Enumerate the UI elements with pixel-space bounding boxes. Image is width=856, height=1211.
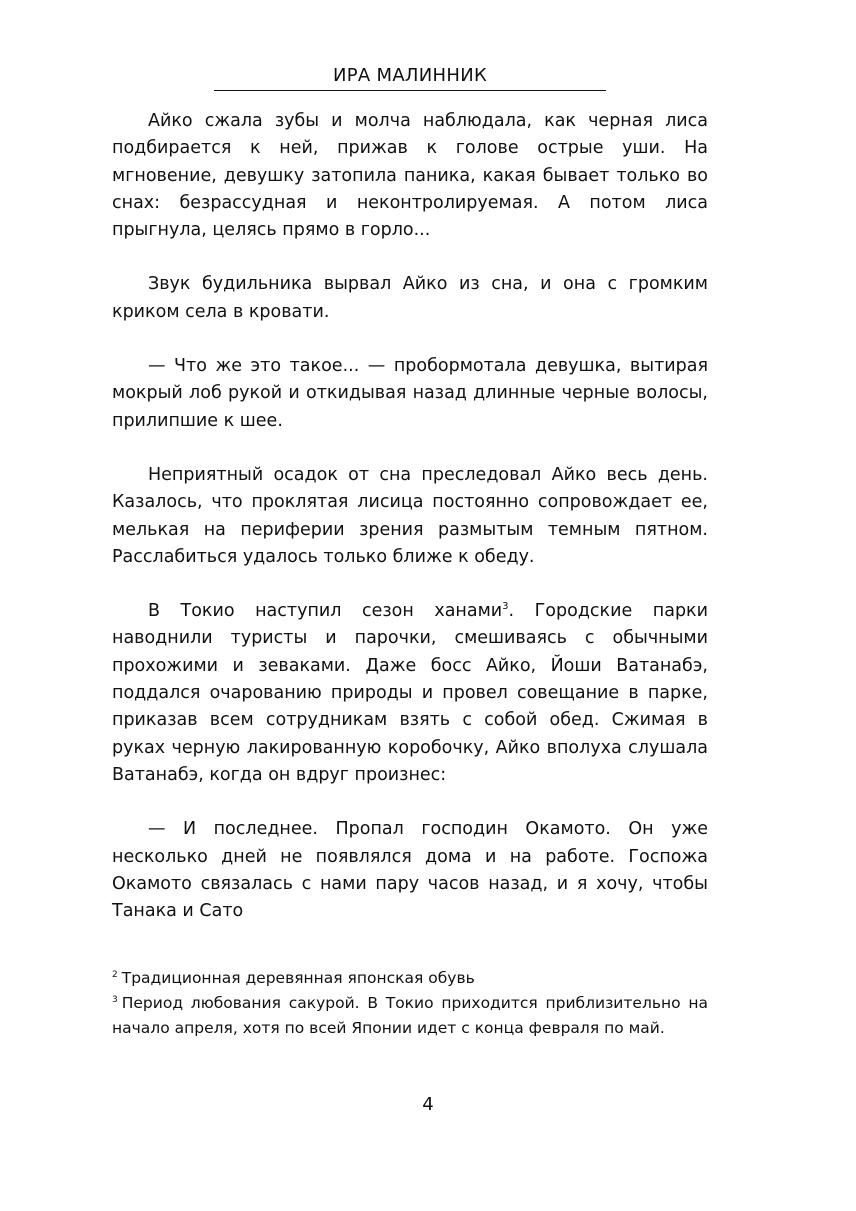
paragraph-5-text-end: . Городские парки наводнили туристы и парочки, смешиваясь с обычными прохожими и зеваками. Даже босс Айко, Йоши Ватанабэ, поддался очарованию природы и провел совещание в парке, приказав всем сотрудникам взять с собой обед. Сжимая в руках черную лакированную коробочку, Айко вполуха слушала Ватанабэ, когда он вдруг произнес: (112, 601, 709, 785)
header-rule (214, 90, 606, 91)
paragraph-5 (112, 598, 708, 789)
paragraph-2: Звук будильника вырвал Айко из сна, и она с громким криком села в кровати. (112, 274, 708, 322)
running-header (214, 64, 606, 91)
page-number: 4 (422, 1094, 434, 1115)
main-text (112, 108, 708, 952)
footnote-reference: 3 (502, 601, 509, 613)
author-name: ИРА МАЛИННИК (332, 65, 488, 86)
paragraph-3: — Что же это такое... — пробормотала девушка, вытирая мокрый лоб рукой и откидывая назад длинные черные волосы, прилипшие к шее. (112, 356, 708, 431)
paragraph-5-text-start: В Токио наступил сезон ханами (148, 601, 503, 622)
footnote-2-text: Традиционная деревянная японская обувь (121, 969, 475, 987)
footnotes (112, 966, 708, 1041)
footnote-2 (112, 966, 708, 991)
paragraph-4: Неприятный осадок от сна преследовал Айко весь день. Казалось, что проклятая лисица постоянно сопровождает ее, мелькая на периферии зрения размытым темным пятном. Расслабиться удалось только ближе к обеду. (112, 464, 708, 567)
paragraph-1: Айко сжала зубы и молча наблюдала, как черная лиса подбирается к ней, прижав к голове острые уши. На мгновение, девушку затопила паника, какая бывает только во снах: безрассудная и неконтролируемая. А потом лиса прыгнула, целясь прямо в горло... (112, 111, 708, 241)
footnote-3-number: 3 (112, 994, 118, 1005)
footnote-2-number: 2 (112, 969, 118, 980)
paragraph-6: — И последнее. Пропал господин Окамото. Он уже несколько дней не появлялся дома и на работе. Госпожа Окамото связалась с нами пару часов назад, и я хочу, чтобы Танака и Сато (112, 819, 708, 922)
footnote-3-text: Период любования сакурой. В Токио приходится приблизительно на начало апреля, хотя по всей Японии идет с конца февраля по май. (112, 994, 708, 1037)
footnote-3 (112, 991, 708, 1041)
